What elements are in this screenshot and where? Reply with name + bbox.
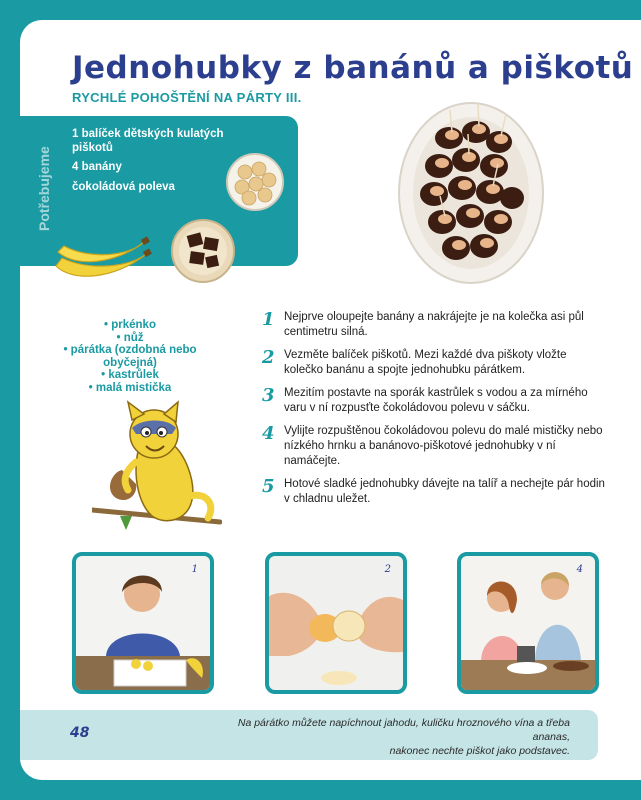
ingredient-item: čokoládová poleva xyxy=(72,180,175,193)
page-number: 48 xyxy=(70,725,90,741)
step-text: Vezměte balíček piškotů. Mezi každé dva piškoty vložte kolečko banánu a spojte jednohubku párátkem. xyxy=(284,349,567,376)
ingredient-item: 4 banány xyxy=(72,161,122,173)
photo-number: 1 xyxy=(191,564,198,575)
step-text: Mezitím postavte na sporák kastrůlek s vodou a za mírného varu v ní rozpusťte čokoládovou polevu v sáčku. xyxy=(284,387,588,414)
page-title: Jednohubky z banánů a piškotů xyxy=(72,50,634,86)
step-photo-1 xyxy=(72,552,214,694)
page xyxy=(20,20,641,780)
dessert-plate-photo xyxy=(394,98,548,288)
tool-item: • malá mistička xyxy=(88,381,172,394)
biscuit-bowl-image xyxy=(225,152,285,212)
step-photo-2 xyxy=(265,552,407,694)
step-item xyxy=(262,424,607,469)
step-number: 5 xyxy=(262,476,275,497)
step-item xyxy=(262,386,607,416)
step-number: 2 xyxy=(262,347,275,368)
step-item xyxy=(262,310,607,340)
cartoon-cat-illustration xyxy=(92,400,222,550)
step-item xyxy=(262,477,607,507)
tool-item: • párátka (ozdobná nebo obyčejná) xyxy=(63,344,197,369)
step-text: Hotové sladké jednohubky dávejte na talíř a nechejte pár hodin v chladnu uležet. xyxy=(284,478,605,505)
photo-number: 2 xyxy=(384,564,391,575)
tool-item: • kastrůlek xyxy=(101,369,159,381)
page-subtitle: RYCHLÉ POHOŠTĚNÍ NA PÁRTY III. xyxy=(72,90,302,105)
step-number: 1 xyxy=(262,309,275,330)
chocolate-bowl-image xyxy=(170,218,236,284)
ingredients-side-label: Potřebujeme xyxy=(36,146,52,231)
step-text: Vylijte rozpuštěnou čokoládovou polevu do malé mističky nebo nízkého hrnku a banánovo-piškotové jednohubky v ní namáčejte. xyxy=(284,425,603,467)
tools-list xyxy=(50,319,210,394)
step-text: Nejprve oloupejte banány a nakrájejte je na kolečka asi půl centimetru silná. xyxy=(284,311,584,338)
tool-item: • nůž xyxy=(116,331,144,344)
step-photo-3 xyxy=(457,552,599,694)
step-number: 3 xyxy=(262,385,275,406)
step-number: 4 xyxy=(262,423,275,444)
banana-image xyxy=(52,232,152,284)
footer-tip xyxy=(200,716,570,758)
step-item xyxy=(262,348,607,378)
tip-line: Na párátko můžete napíchnout jahodu, kuličku hroznového vína a třeba ananas, xyxy=(237,717,570,743)
photo-number: 4 xyxy=(576,564,583,575)
tool-item: • prkénko xyxy=(104,319,156,331)
steps-list xyxy=(262,310,607,515)
tip-line: nakonec nechte piškot jako podstavec. xyxy=(389,745,570,757)
ingredient-item: 1 balíček dětských kulatých piškotů xyxy=(72,128,224,154)
